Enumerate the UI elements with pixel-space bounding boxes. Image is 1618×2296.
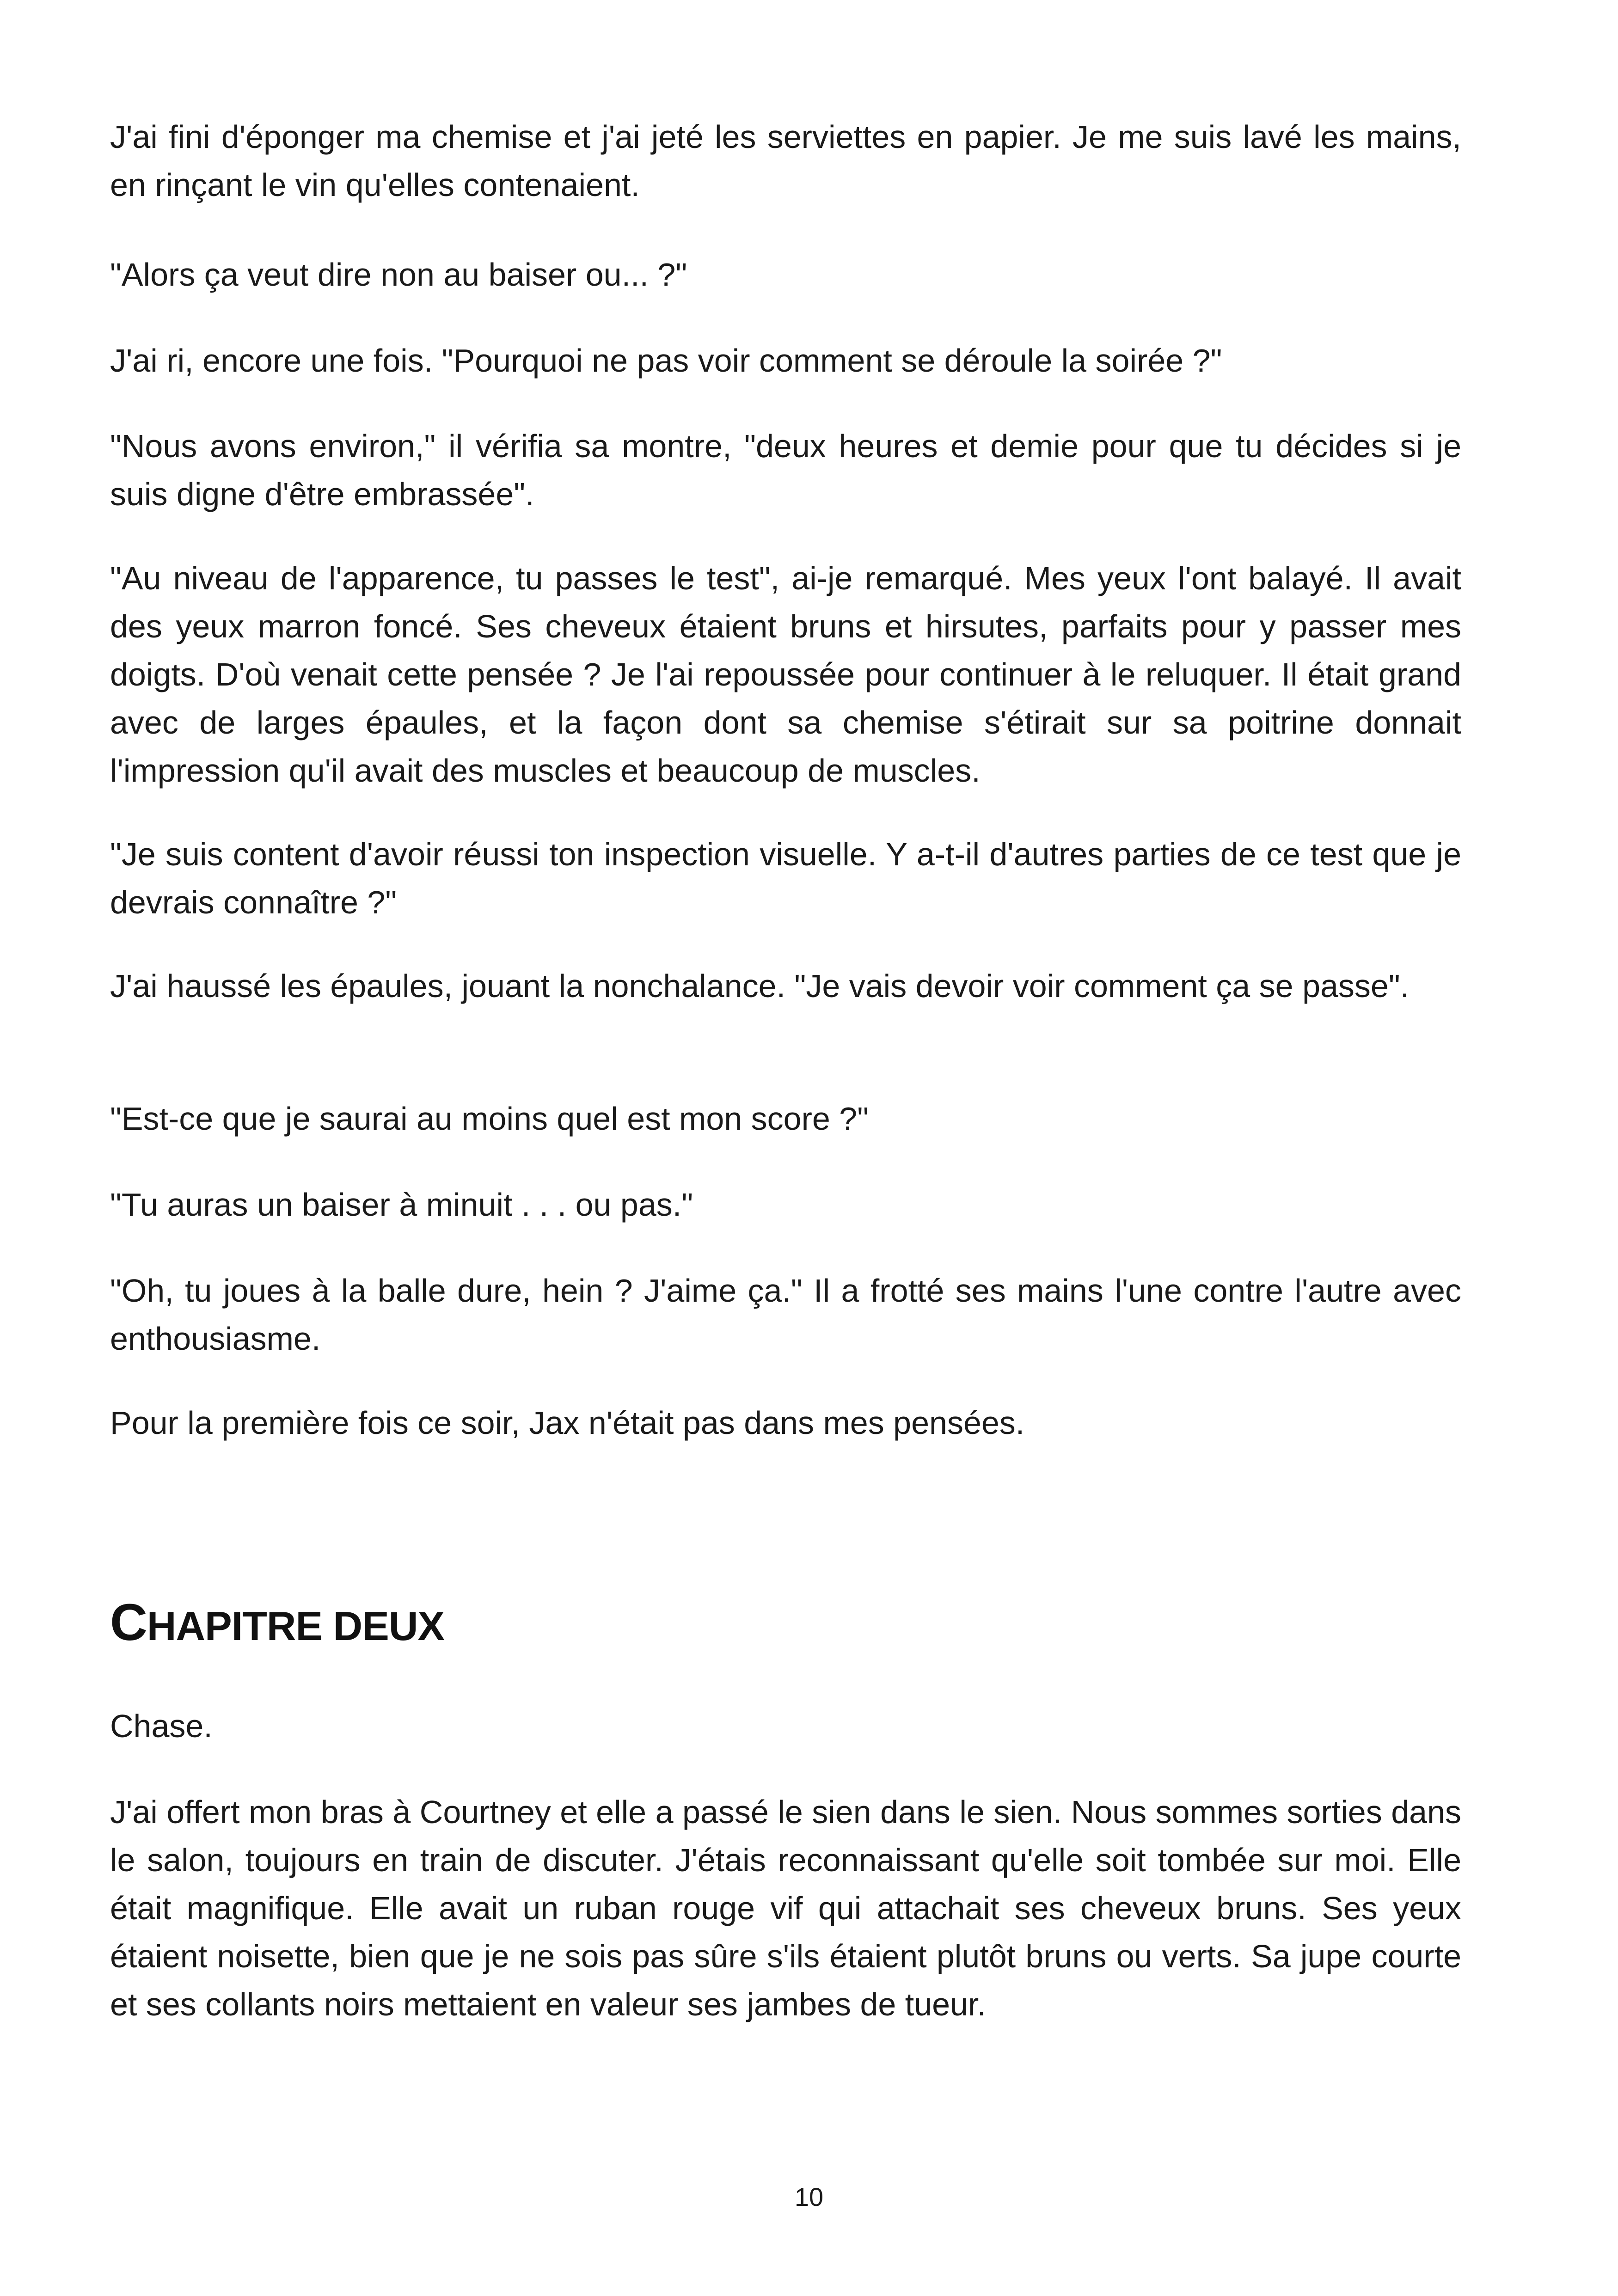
paragraph: "Au niveau de l'apparence, tu passes le test", ai-je remarqué. Mes yeux l'ont balayé. Il avait des yeux marron foncé. Ses cheveux étaient bruns et hirsutes, parfaits pour y passer mes doigts. D'où venait cette pensée ? Je l'ai repoussée pour continuer à le reluquer. Il était grand avec de larges épaules, et la façon dont sa chemise s'étirait sur sa poitrine donnait l'impression qu'il avait des muscles et beaucoup de muscles. [110,560,1461,789]
paragraph: "Nous avons environ," il vérifia sa montre, "deux heures et demie pour que tu décides si je suis digne d'être embrassée". [110,428,1461,512]
paragraph: J'ai ri, encore une fois. "Pourquoi ne pas voir comment se déroule la soirée ?" [110,343,1222,379]
page-number: 10 [794,2182,824,2211]
paragraph: "Alors ça veut dire non au baiser ou... ?" [110,257,687,293]
chapter-heading [110,1592,444,1656]
chapter-heading-initial: C [110,1593,147,1651]
paragraph: "Est-ce que je saurai au moins quel est mon score ?" [110,1101,869,1137]
paragraph: Pour la première fois ce soir, Jax n'était pas dans mes pensées. [110,1405,1025,1441]
paragraph: J'ai haussé les épaules, jouant la nonchalance. "Je vais devoir voir comment ça se passe". [110,968,1410,1004]
chapter-paragraph: J'ai offert mon bras à Courtney et elle a passé le sien dans le sien. Nous sommes sorties dans le salon, toujours en train de discuter. J'étais reconnaissant qu'elle soit tombée sur moi. Elle était magnifique. Elle avait un ruban rouge vif qui attachait ses cheveux bruns. Ses yeux étaient noisette, bien que je ne sois pas sûre s'ils étaient plutôt bruns ou verts. Sa jupe courte et ses collants noirs mettaient en valeur ses jambes de tueur. [110,1794,1461,2022]
paragraph: J'ai fini d'éponger ma chemise et j'ai jeté les serviettes en papier. Je me suis lavé les mains, en rinçant le vin qu'elles contenaient. [110,119,1461,203]
paragraph: "Je suis content d'avoir réussi ton inspection visuelle. Y a-t-il d'autres parties de ce test que je devrais connaître ?" [110,836,1461,920]
chapter-paragraph: Chase. [110,1708,213,1744]
paragraph: "Oh, tu joues à la balle dure, hein ? J'aime ça." Il a frotté ses mains l'une contre l'autre avec enthousiasme. [110,1273,1461,1357]
paragraph: "Tu auras un baiser à minuit . . . ou pas." [110,1187,693,1223]
chapter-heading-rest: HAPITRE DEUX [147,1603,445,1649]
